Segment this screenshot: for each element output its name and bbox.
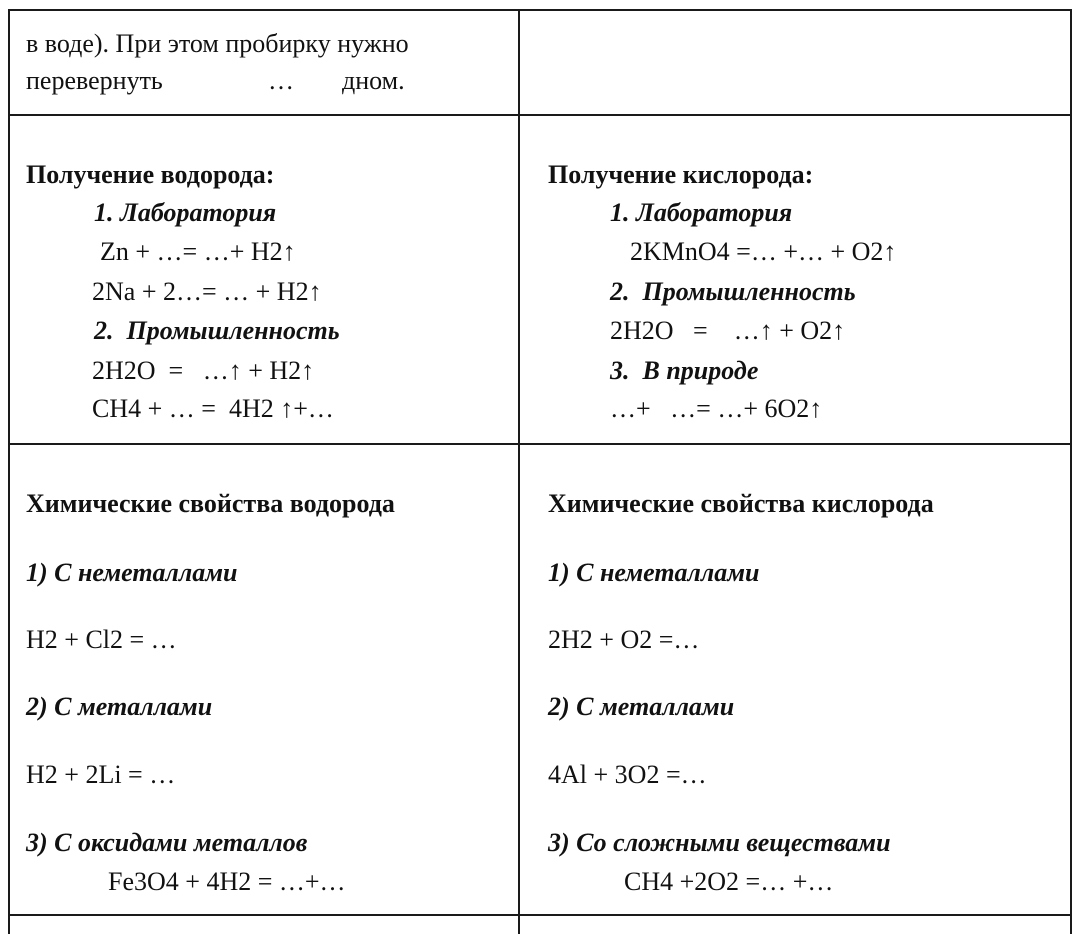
oxygen-industry-equation: 2H2O = …↑ + O2↑ [610,316,846,345]
oxygen-nature-equation: …+ …= …+ 6O2↑ [610,394,823,423]
oxygen-industry-subheading: 2. Промышленность [610,277,856,306]
table-border-right [1070,9,1072,934]
hydrogen-lab-subheading: 1. Лаборатория [94,198,277,227]
hydrogen-lab-equation-1: Zn + …= …+ H2↑ [100,237,296,266]
table-border-top [8,9,1072,11]
hydrogen-metals-subheading: 2) С металлами [26,692,213,721]
row1-left-text-line2a: перевернуть [26,66,163,95]
row1-left-text-line1: в воде). При этом пробирку нужно [26,29,409,58]
hydrogen-nonmetals-subheading: 1) С неметаллами [26,558,238,587]
hydrogen-industry-subheading: 2. Промышленность [94,316,340,345]
hydrogen-industry-equation-2: CH4 + … = 4H2 ↑+… [92,394,334,423]
table-row-divider-2 [8,443,1072,445]
row1-left-text-line2b: … [268,66,294,95]
oxygen-production-heading: Получение кислорода: [548,160,814,189]
oxygen-metals-subheading: 2) С металлами [548,692,735,721]
table-row-divider-1 [8,114,1072,116]
oxygen-nonmetals-subheading: 1) С неметаллами [548,558,760,587]
hydrogen-production-heading: Получение водорода: [26,160,275,189]
row1-left-text-line2c: дном. [342,66,405,95]
oxygen-nature-subheading: 3. В природе [610,356,759,385]
hydrogen-metals-equation: H2 + 2Li = … [26,760,176,789]
hydrogen-properties-heading: Химические свойства водорода [26,489,395,518]
oxygen-properties-heading: Химические свойства кислорода [548,489,934,518]
hydrogen-nonmetals-equation: H2 + Cl2 = … [26,625,177,654]
oxygen-complex-substances-subheading: 3) Со сложными веществами [548,828,891,857]
hydrogen-metal-oxides-equation: Fe3O4 + 4H2 = …+… [108,867,346,896]
oxygen-nonmetals-equation: 2H2 + O2 =… [548,625,700,654]
oxygen-lab-equation: 2KMnO4 =… +… + O2↑ [630,237,897,266]
hydrogen-metal-oxides-subheading: 3) С оксидами металлов [26,828,308,857]
oxygen-complex-substances-equation: CH4 +2O2 =… +… [624,867,834,896]
hydrogen-lab-equation-2: 2Na + 2…= … + H2↑ [92,277,322,306]
oxygen-metals-equation: 4Al + 3O2 =… [548,760,707,789]
hydrogen-industry-equation-1: 2H2O = …↑ + H2↑ [92,356,315,385]
table-border-left [8,9,10,934]
table-row-divider-3 [8,914,1072,916]
table-column-divider [518,9,520,934]
oxygen-lab-subheading: 1. Лаборатория [610,198,793,227]
